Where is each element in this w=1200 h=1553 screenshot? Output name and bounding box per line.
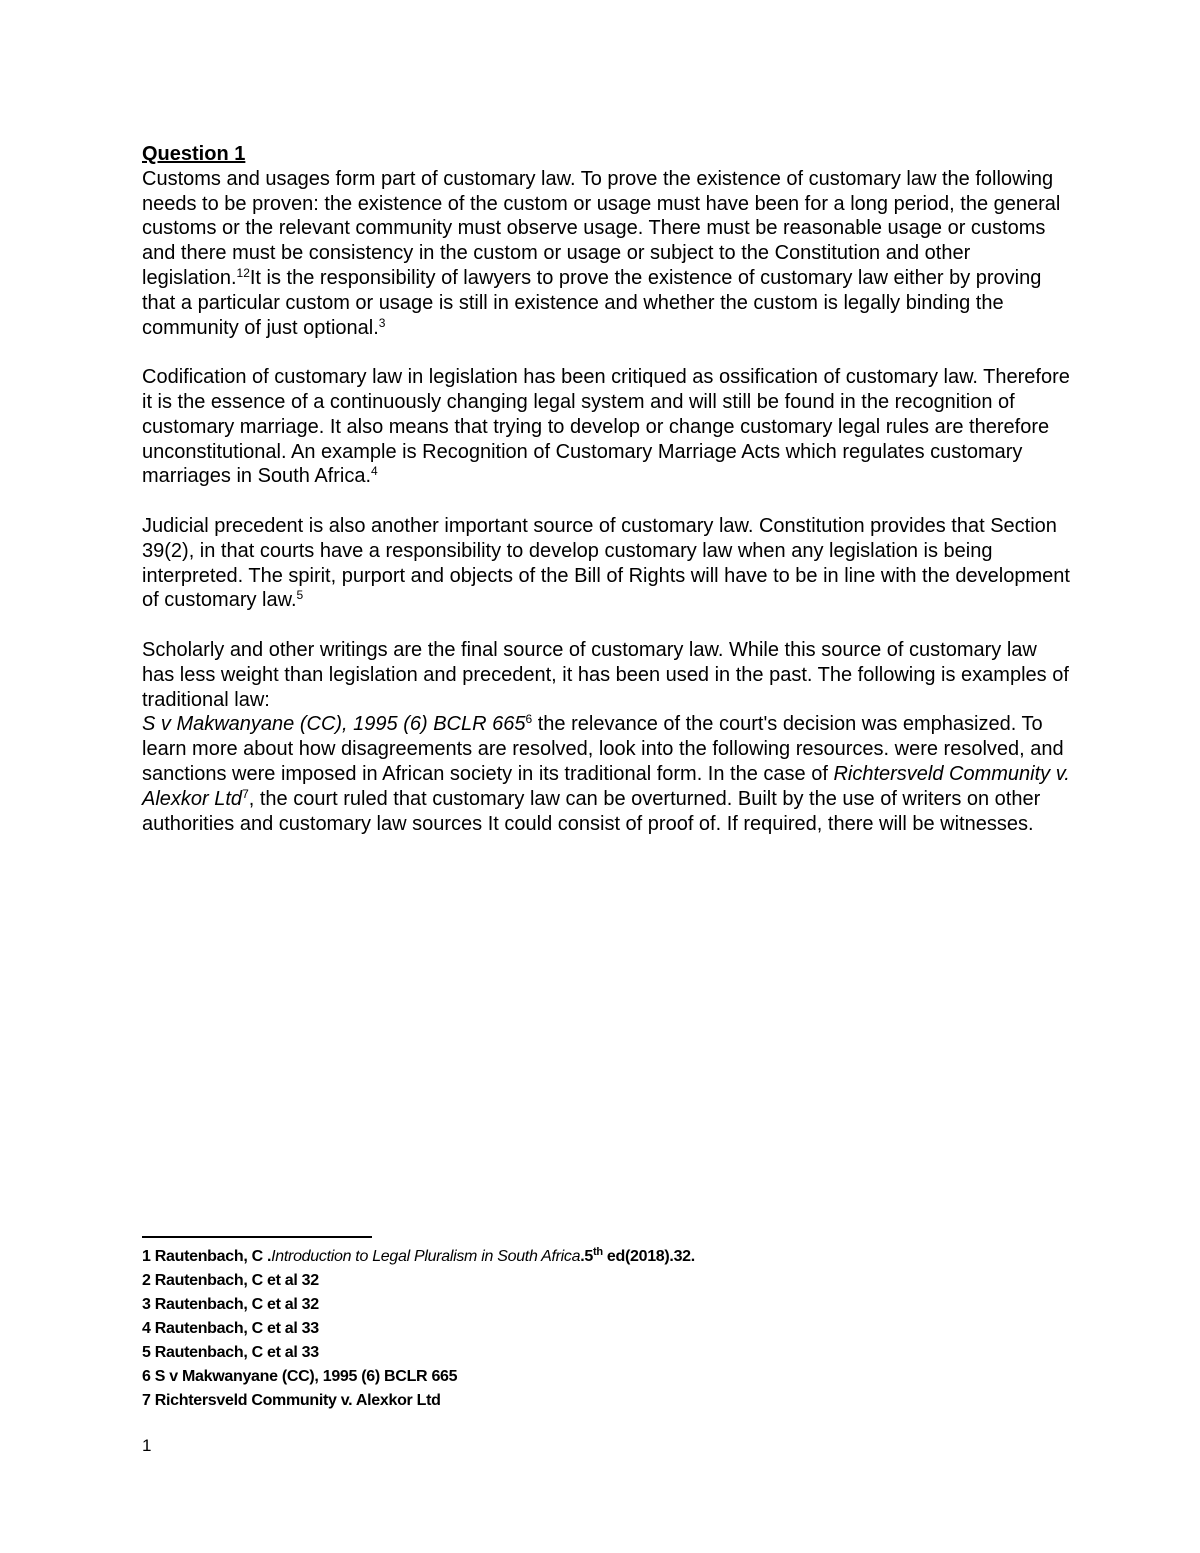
footnote-reference: 3 (378, 315, 386, 330)
paragraph-judicial-precedent (142, 514, 1072, 613)
footnote-7: 7 Richtersveld Community v. Alexkor Ltd (142, 1392, 441, 1409)
paragraph-text: It is the responsibility of lawyers to prove the existence of customary law either by proving that a particular custom or usage is still in existence and whether the custom is legally binding the community of just optional. (142, 266, 1042, 339)
footnote-6: 6 S v Makwanyane (CC), 1995 (6) BCLR 665 (142, 1368, 458, 1385)
paragraph-text: Customs and usages form part of customary law. To prove the existence of customary law the following needs to be proven: the existence of the custom or usage must have been for a long period, the general customs or the relevant community must observe usage. There must be reasonable usage or customs and there must be consistency in the custom or usage or subject to the Constitution and other legislation. (142, 167, 1061, 289)
footnote-separator (142, 1236, 372, 1238)
footnote-4: 4 Rautenbach, C et al 33 (142, 1320, 319, 1337)
page-number: 1 (142, 1436, 152, 1455)
paragraph-text: , the court ruled that customary law can be overturned. Built by the use of writers on other authorities and customary law sources It could consist of proof of. If required, there will be witnesses. (142, 787, 1041, 835)
footnote-superscript: th (592, 1246, 603, 1258)
footnote-text: 1 Rautenbach, C . (142, 1248, 272, 1265)
paragraph-codification (142, 365, 1072, 489)
footnote-text: .5 (580, 1248, 593, 1265)
paragraph-text: Judicial precedent is also another important source of customary law. Constitution provides that Section 39(2), in that courts have a responsibility to develop customary law when any legislation is being interpreted. The spirit, purport and objects of the Bill of Rights will have to be in line with the development of customary law. (142, 514, 1070, 612)
footnote-reference: 6 (525, 712, 533, 727)
case-citation: Richtersveld Community v. Alexkor Ltd (142, 762, 1070, 810)
footnote-book-title: Introduction to Legal Pluralism in South Africa (271, 1248, 581, 1265)
footnote-5: 5 Rautenbach, C et al 33 (142, 1344, 319, 1361)
footnote-text: ed(2018).32. (602, 1248, 695, 1265)
paragraph-customs-usages (142, 167, 1072, 341)
footnote-3: 3 Rautenbach, C et al 32 (142, 1296, 319, 1313)
footnote-2: 2 Rautenbach, C et al 32 (142, 1272, 319, 1289)
paragraph-text: Scholarly and other writings are the final source of customary law. While this source of customary law has less weight than legislation and precedent, it has been used in the past. The following is examples of traditional law: (142, 638, 1069, 711)
question-heading: Question 1 (142, 143, 246, 165)
footnote-reference: 5 (296, 588, 304, 603)
footnote-reference: 4 (371, 464, 378, 479)
footnote-1 (142, 1245, 1042, 1269)
footnote-reference: 7 (242, 786, 249, 801)
paragraph-text: the relevance of the court's decision was emphasized. To learn more about how disagreements are resolved, look into the following resources. were resolved, and sanctions were imposed in African society in its traditional form. In the case of (142, 713, 1064, 785)
document-body (142, 142, 1072, 861)
case-citation: S v Makwanyane (CC), 1995 (6) BCLR 665 (142, 713, 526, 736)
paragraph-text: Codification of customary law in legislation has been critiqued as ossification of customary law. Therefore it is the essence of a continuously changing legal system and will still be found in the recognition of customary marriage. It also means that trying to develop or change customary legal rules are therefore unconstitutional. An example is Recognition of Customary Marriage Acts which regulates customary marriages in South Africa. (142, 366, 1070, 488)
footnotes-list (142, 1245, 1042, 1413)
footnote-reference: 12 (236, 265, 250, 280)
paragraph-scholarly-writings (142, 638, 1072, 836)
